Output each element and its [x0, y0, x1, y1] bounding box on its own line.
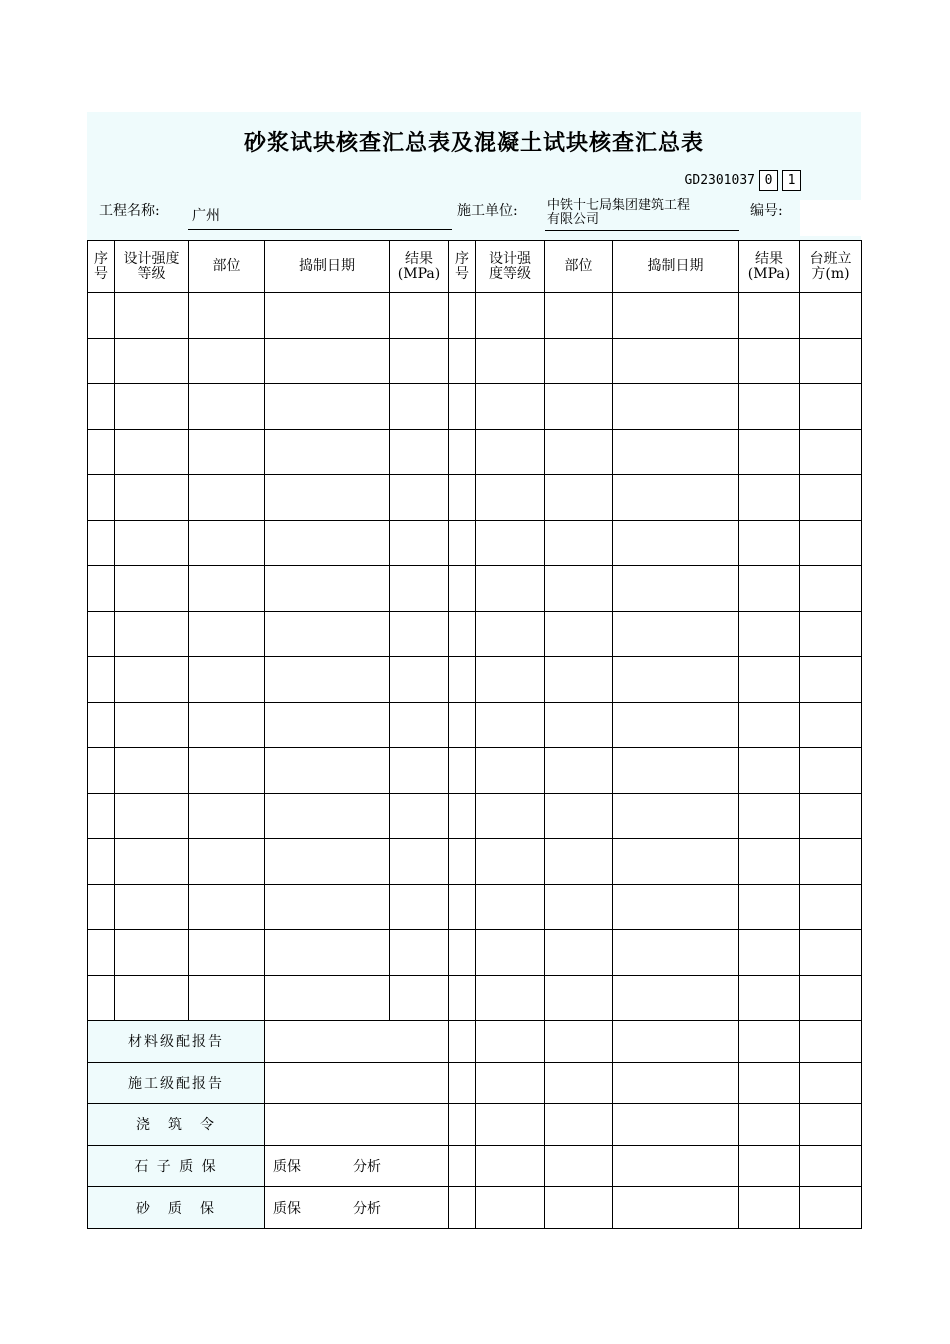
- table-cell[interactable]: [739, 429, 800, 475]
- table-cell[interactable]: [613, 1104, 739, 1146]
- sand-quality-text: 质保: [273, 1200, 301, 1217]
- table-row: [88, 975, 862, 1021]
- table-cell[interactable]: [476, 566, 545, 612]
- footer-row-pour-order: [88, 1104, 862, 1146]
- stone-quality-cell[interactable]: [265, 1145, 449, 1187]
- table-cell[interactable]: [613, 1021, 739, 1063]
- table-cell[interactable]: [739, 1104, 800, 1146]
- table-cell[interactable]: [545, 1021, 613, 1063]
- table-cell[interactable]: [189, 702, 265, 748]
- column-header-grade-1: 设计强度 等级: [115, 241, 189, 293]
- column-header-grade-2: 设计强 度等级: [476, 241, 545, 293]
- document-code-box-1[interactable]: 0: [759, 170, 778, 191]
- table-cell[interactable]: [800, 748, 862, 794]
- table-cell[interactable]: [390, 702, 449, 748]
- table-cell[interactable]: [739, 384, 800, 430]
- table-row: [88, 520, 862, 566]
- table-cell[interactable]: [115, 520, 189, 566]
- material-report-cell[interactable]: [265, 1021, 449, 1063]
- table-cell[interactable]: [88, 884, 115, 930]
- table-row: [88, 702, 862, 748]
- table-cell[interactable]: [476, 1104, 545, 1146]
- table-cell[interactable]: [739, 839, 800, 885]
- table-cell[interactable]: [800, 1062, 862, 1104]
- table-cell[interactable]: [265, 611, 390, 657]
- table-cell[interactable]: [115, 384, 189, 430]
- table-cell[interactable]: [115, 975, 189, 1021]
- table-cell[interactable]: [800, 293, 862, 339]
- table-cell[interactable]: [800, 338, 862, 384]
- table-cell[interactable]: [189, 293, 265, 339]
- project-name-field[interactable]: 广州: [188, 204, 452, 230]
- table-row: [88, 657, 862, 703]
- table-cell[interactable]: [613, 657, 739, 703]
- table-cell[interactable]: [390, 793, 449, 839]
- table-cell[interactable]: [613, 839, 739, 885]
- table-cell[interactable]: [800, 1145, 862, 1187]
- table-cell[interactable]: [265, 839, 390, 885]
- table-cell[interactable]: [476, 1021, 545, 1063]
- table-cell[interactable]: [390, 566, 449, 612]
- column-header-seq-2: 序 号: [449, 241, 476, 293]
- table-cell[interactable]: [613, 975, 739, 1021]
- table-cell[interactable]: [265, 657, 390, 703]
- table-cell[interactable]: [390, 293, 449, 339]
- table-cell[interactable]: [189, 475, 265, 521]
- table-cell[interactable]: [739, 338, 800, 384]
- project-name-label: 工程名称:: [99, 203, 160, 219]
- table-cell[interactable]: [613, 520, 739, 566]
- table-cell[interactable]: [88, 793, 115, 839]
- table-row: [88, 793, 862, 839]
- table-cell[interactable]: [545, 793, 613, 839]
- table-cell[interactable]: [476, 975, 545, 1021]
- table-cell[interactable]: [449, 975, 476, 1021]
- table-cell[interactable]: [476, 839, 545, 885]
- contractor-line-1: 中铁十七局集团建筑工程: [547, 198, 691, 213]
- contractor-line-2: 有限公司: [547, 212, 600, 227]
- table-cell[interactable]: [88, 748, 115, 794]
- table-cell[interactable]: [189, 657, 265, 703]
- table-cell[interactable]: [476, 1187, 545, 1229]
- table-cell[interactable]: [115, 702, 189, 748]
- table-cell[interactable]: [115, 930, 189, 976]
- table-cell[interactable]: [449, 384, 476, 430]
- table-cell[interactable]: [476, 1062, 545, 1104]
- table-cell[interactable]: [189, 839, 265, 885]
- table-cell[interactable]: [390, 611, 449, 657]
- contractor-label: 施工单位:: [457, 203, 518, 219]
- table-cell[interactable]: [545, 611, 613, 657]
- table-cell[interactable]: [545, 338, 613, 384]
- table-cell[interactable]: [115, 748, 189, 794]
- table-cell[interactable]: [449, 293, 476, 339]
- table-cell[interactable]: [449, 611, 476, 657]
- footer-row-sand-quality: [88, 1187, 862, 1229]
- table-cell[interactable]: [613, 429, 739, 475]
- construction-report-label: 施工级配报告: [88, 1062, 265, 1104]
- column-header-result-1: 结果 (MPa): [390, 241, 449, 293]
- table-cell[interactable]: [800, 611, 862, 657]
- table-cell[interactable]: [88, 702, 115, 748]
- table-cell[interactable]: [189, 429, 265, 475]
- table-cell[interactable]: [449, 1062, 476, 1104]
- table-cell[interactable]: [88, 384, 115, 430]
- table-cell[interactable]: [613, 702, 739, 748]
- table-row: [88, 429, 862, 475]
- table-header-row: [88, 241, 862, 293]
- table-cell[interactable]: [545, 748, 613, 794]
- table-cell[interactable]: [449, 793, 476, 839]
- table-cell[interactable]: [390, 475, 449, 521]
- table-cell[interactable]: [449, 1104, 476, 1146]
- table-cell[interactable]: [115, 475, 189, 521]
- column-header-volume: 台班立 方(m): [800, 241, 862, 293]
- table-cell[interactable]: [739, 1187, 800, 1229]
- table-cell[interactable]: [545, 839, 613, 885]
- table-cell[interactable]: [390, 930, 449, 976]
- table-cell[interactable]: [800, 930, 862, 976]
- table-cell[interactable]: [739, 1021, 800, 1063]
- table-cell[interactable]: [476, 475, 545, 521]
- column-header-date-1: 捣制日期: [265, 241, 390, 293]
- table-row: [88, 566, 862, 612]
- document-code-box-2[interactable]: 1: [782, 170, 801, 191]
- table-row: [88, 384, 862, 430]
- table-cell[interactable]: [265, 429, 390, 475]
- table-cell[interactable]: [739, 293, 800, 339]
- table-cell[interactable]: [800, 839, 862, 885]
- table-cell[interactable]: [390, 384, 449, 430]
- sand-quality-cell[interactable]: [265, 1187, 449, 1229]
- table-cell[interactable]: [476, 884, 545, 930]
- column-header-part-1: 部位: [189, 241, 265, 293]
- table-cell[interactable]: [545, 384, 613, 430]
- table-cell[interactable]: [545, 566, 613, 612]
- table-cell[interactable]: [545, 657, 613, 703]
- document-code-prefix: GD2301037: [684, 173, 755, 188]
- table-cell[interactable]: [476, 1145, 545, 1187]
- table-cell[interactable]: [189, 975, 265, 1021]
- table-cell[interactable]: [390, 657, 449, 703]
- table-cell[interactable]: [115, 884, 189, 930]
- table-cell[interactable]: [390, 748, 449, 794]
- table-cell[interactable]: [390, 975, 449, 1021]
- table-cell[interactable]: [800, 1187, 862, 1229]
- contractor-field[interactable]: [545, 196, 739, 231]
- table-cell[interactable]: [189, 338, 265, 384]
- table-cell[interactable]: [800, 1104, 862, 1146]
- table-cell[interactable]: [390, 520, 449, 566]
- table-row: [88, 748, 862, 794]
- table-cell[interactable]: [545, 975, 613, 1021]
- table-cell[interactable]: [88, 293, 115, 339]
- table-cell[interactable]: [800, 702, 862, 748]
- table-cell[interactable]: [265, 338, 390, 384]
- table-cell[interactable]: [449, 930, 476, 976]
- table-row: [88, 611, 862, 657]
- form-sheet: [87, 112, 861, 1229]
- summary-table: [87, 240, 862, 1229]
- table-cell[interactable]: [613, 611, 739, 657]
- table-cell[interactable]: [800, 475, 862, 521]
- table-row: [88, 930, 862, 976]
- table-cell[interactable]: [115, 611, 189, 657]
- table-cell[interactable]: [449, 884, 476, 930]
- table-cell[interactable]: [800, 884, 862, 930]
- table-cell[interactable]: [613, 384, 739, 430]
- footer-row-stone-quality: [88, 1145, 862, 1187]
- table-cell[interactable]: [115, 429, 189, 475]
- table-cell[interactable]: [449, 657, 476, 703]
- table-row: [88, 338, 862, 384]
- table-cell[interactable]: [800, 384, 862, 430]
- table-cell[interactable]: [739, 657, 800, 703]
- table-cell[interactable]: [739, 748, 800, 794]
- table-cell[interactable]: [189, 611, 265, 657]
- table-cell[interactable]: [449, 429, 476, 475]
- table-cell[interactable]: [545, 429, 613, 475]
- table-cell[interactable]: [265, 793, 390, 839]
- table-cell[interactable]: [189, 748, 265, 794]
- table-cell[interactable]: [449, 1187, 476, 1229]
- table-cell[interactable]: [800, 657, 862, 703]
- table-cell[interactable]: [739, 930, 800, 976]
- material-report-label: 材料级配报告: [88, 1021, 265, 1063]
- table-cell[interactable]: [449, 475, 476, 521]
- table-cell[interactable]: [265, 975, 390, 1021]
- column-header-date-2: 捣制日期: [613, 241, 739, 293]
- table-cell[interactable]: [545, 293, 613, 339]
- column-header-part-2: 部位: [545, 241, 613, 293]
- table-cell[interactable]: [115, 839, 189, 885]
- table-cell[interactable]: [265, 293, 390, 339]
- table-cell[interactable]: [189, 566, 265, 612]
- table-cell[interactable]: [739, 975, 800, 1021]
- table-body: [88, 293, 862, 1021]
- table-cell[interactable]: [613, 566, 739, 612]
- table-cell[interactable]: [449, 748, 476, 794]
- table-cell[interactable]: [265, 475, 390, 521]
- table-cell[interactable]: [88, 475, 115, 521]
- table-cell[interactable]: [739, 611, 800, 657]
- pour-order-label: 浇 筑 令: [88, 1104, 265, 1146]
- table-cell[interactable]: [613, 1187, 739, 1229]
- table-cell[interactable]: [189, 930, 265, 976]
- table-cell[interactable]: [88, 520, 115, 566]
- table-cell[interactable]: [449, 566, 476, 612]
- table-cell[interactable]: [739, 566, 800, 612]
- footer-row-material-report: [88, 1021, 862, 1063]
- table-cell[interactable]: [390, 839, 449, 885]
- table-row: [88, 475, 862, 521]
- table-cell[interactable]: [613, 748, 739, 794]
- table-cell[interactable]: [739, 702, 800, 748]
- table-cell[interactable]: [115, 793, 189, 839]
- table-cell[interactable]: [390, 884, 449, 930]
- table-cell[interactable]: [613, 293, 739, 339]
- table-cell[interactable]: [115, 657, 189, 703]
- table-cell[interactable]: [449, 338, 476, 384]
- page-title: 砂浆试块核查汇总表及混凝土试块核查汇总表: [243, 131, 704, 156]
- table-cell[interactable]: [189, 384, 265, 430]
- table-cell[interactable]: [476, 293, 545, 339]
- table-cell[interactable]: [739, 1062, 800, 1104]
- table-cell[interactable]: [88, 338, 115, 384]
- pour-order-cell[interactable]: [265, 1104, 449, 1146]
- table-cell[interactable]: [545, 1062, 613, 1104]
- document-code: [685, 170, 801, 191]
- table-cell[interactable]: [545, 520, 613, 566]
- table-cell[interactable]: [476, 429, 545, 475]
- table-cell[interactable]: [739, 793, 800, 839]
- table-cell[interactable]: [476, 930, 545, 976]
- table-cell[interactable]: [613, 793, 739, 839]
- table-cell[interactable]: [800, 1021, 862, 1063]
- table-cell[interactable]: [545, 1187, 613, 1229]
- table-cell[interactable]: [449, 1145, 476, 1187]
- table-cell[interactable]: [476, 657, 545, 703]
- table-cell[interactable]: [189, 520, 265, 566]
- stone-quality-text: 质保: [273, 1159, 301, 1176]
- table-cell[interactable]: [800, 793, 862, 839]
- table-cell[interactable]: [476, 338, 545, 384]
- table-cell[interactable]: [739, 884, 800, 930]
- table-cell[interactable]: [265, 748, 390, 794]
- stone-analysis-text: 分析: [353, 1159, 381, 1176]
- table-row: [88, 293, 862, 339]
- table-cell[interactable]: [613, 475, 739, 521]
- table-cell[interactable]: [265, 884, 390, 930]
- table-cell[interactable]: [476, 702, 545, 748]
- table-cell[interactable]: [545, 475, 613, 521]
- table-cell[interactable]: [390, 429, 449, 475]
- table-cell[interactable]: [265, 384, 390, 430]
- sand-analysis-text: 分析: [353, 1200, 381, 1217]
- table-cell[interactable]: [613, 1062, 739, 1104]
- table-cell[interactable]: [800, 566, 862, 612]
- sand-quality-label: 砂 质 保: [88, 1187, 265, 1229]
- column-header-seq-1: 序 号: [88, 241, 115, 293]
- table-cell[interactable]: [115, 338, 189, 384]
- table-cell[interactable]: [476, 748, 545, 794]
- table-cell[interactable]: [545, 1145, 613, 1187]
- table-cell[interactable]: [88, 975, 115, 1021]
- table-cell[interactable]: [800, 429, 862, 475]
- table-cell[interactable]: [545, 884, 613, 930]
- form-header: [87, 112, 861, 240]
- table-cell[interactable]: [265, 566, 390, 612]
- footer-row-construction-report: [88, 1062, 862, 1104]
- table-cell[interactable]: [613, 884, 739, 930]
- table-cell[interactable]: [88, 657, 115, 703]
- column-header-result-2: 结果 (MPa): [739, 241, 800, 293]
- table-cell[interactable]: [800, 520, 862, 566]
- table-cell[interactable]: [115, 566, 189, 612]
- table-row: [88, 839, 862, 885]
- table-cell[interactable]: [88, 429, 115, 475]
- table-cell[interactable]: [88, 930, 115, 976]
- number-field[interactable]: [800, 200, 861, 236]
- table-cell[interactable]: [189, 793, 265, 839]
- table-cell[interactable]: [189, 884, 265, 930]
- table-cell[interactable]: [739, 1145, 800, 1187]
- table-cell[interactable]: [390, 338, 449, 384]
- table-cell[interactable]: [613, 930, 739, 976]
- stone-quality-label: 石 子 质 保: [88, 1145, 265, 1187]
- table-cell[interactable]: [476, 793, 545, 839]
- table-cell[interactable]: [449, 1021, 476, 1063]
- table-cell[interactable]: [265, 702, 390, 748]
- table-cell[interactable]: [739, 475, 800, 521]
- table-cell[interactable]: [265, 930, 390, 976]
- table-cell[interactable]: [545, 1104, 613, 1146]
- table-cell[interactable]: [800, 975, 862, 1021]
- table-cell[interactable]: [449, 520, 476, 566]
- table-cell[interactable]: [476, 520, 545, 566]
- number-label: 编号:: [750, 203, 783, 219]
- construction-report-cell[interactable]: [265, 1062, 449, 1104]
- table-cell[interactable]: [88, 611, 115, 657]
- table-cell[interactable]: [449, 839, 476, 885]
- table-cell[interactable]: [115, 293, 189, 339]
- table-cell[interactable]: [739, 520, 800, 566]
- table-cell[interactable]: [88, 839, 115, 885]
- table-cell[interactable]: [613, 1145, 739, 1187]
- table-cell[interactable]: [545, 930, 613, 976]
- table-cell[interactable]: [545, 702, 613, 748]
- table-cell[interactable]: [613, 338, 739, 384]
- table-row: [88, 884, 862, 930]
- table-cell[interactable]: [476, 384, 545, 430]
- table-cell[interactable]: [265, 520, 390, 566]
- table-cell[interactable]: [476, 611, 545, 657]
- table-cell[interactable]: [88, 566, 115, 612]
- table-cell[interactable]: [449, 702, 476, 748]
